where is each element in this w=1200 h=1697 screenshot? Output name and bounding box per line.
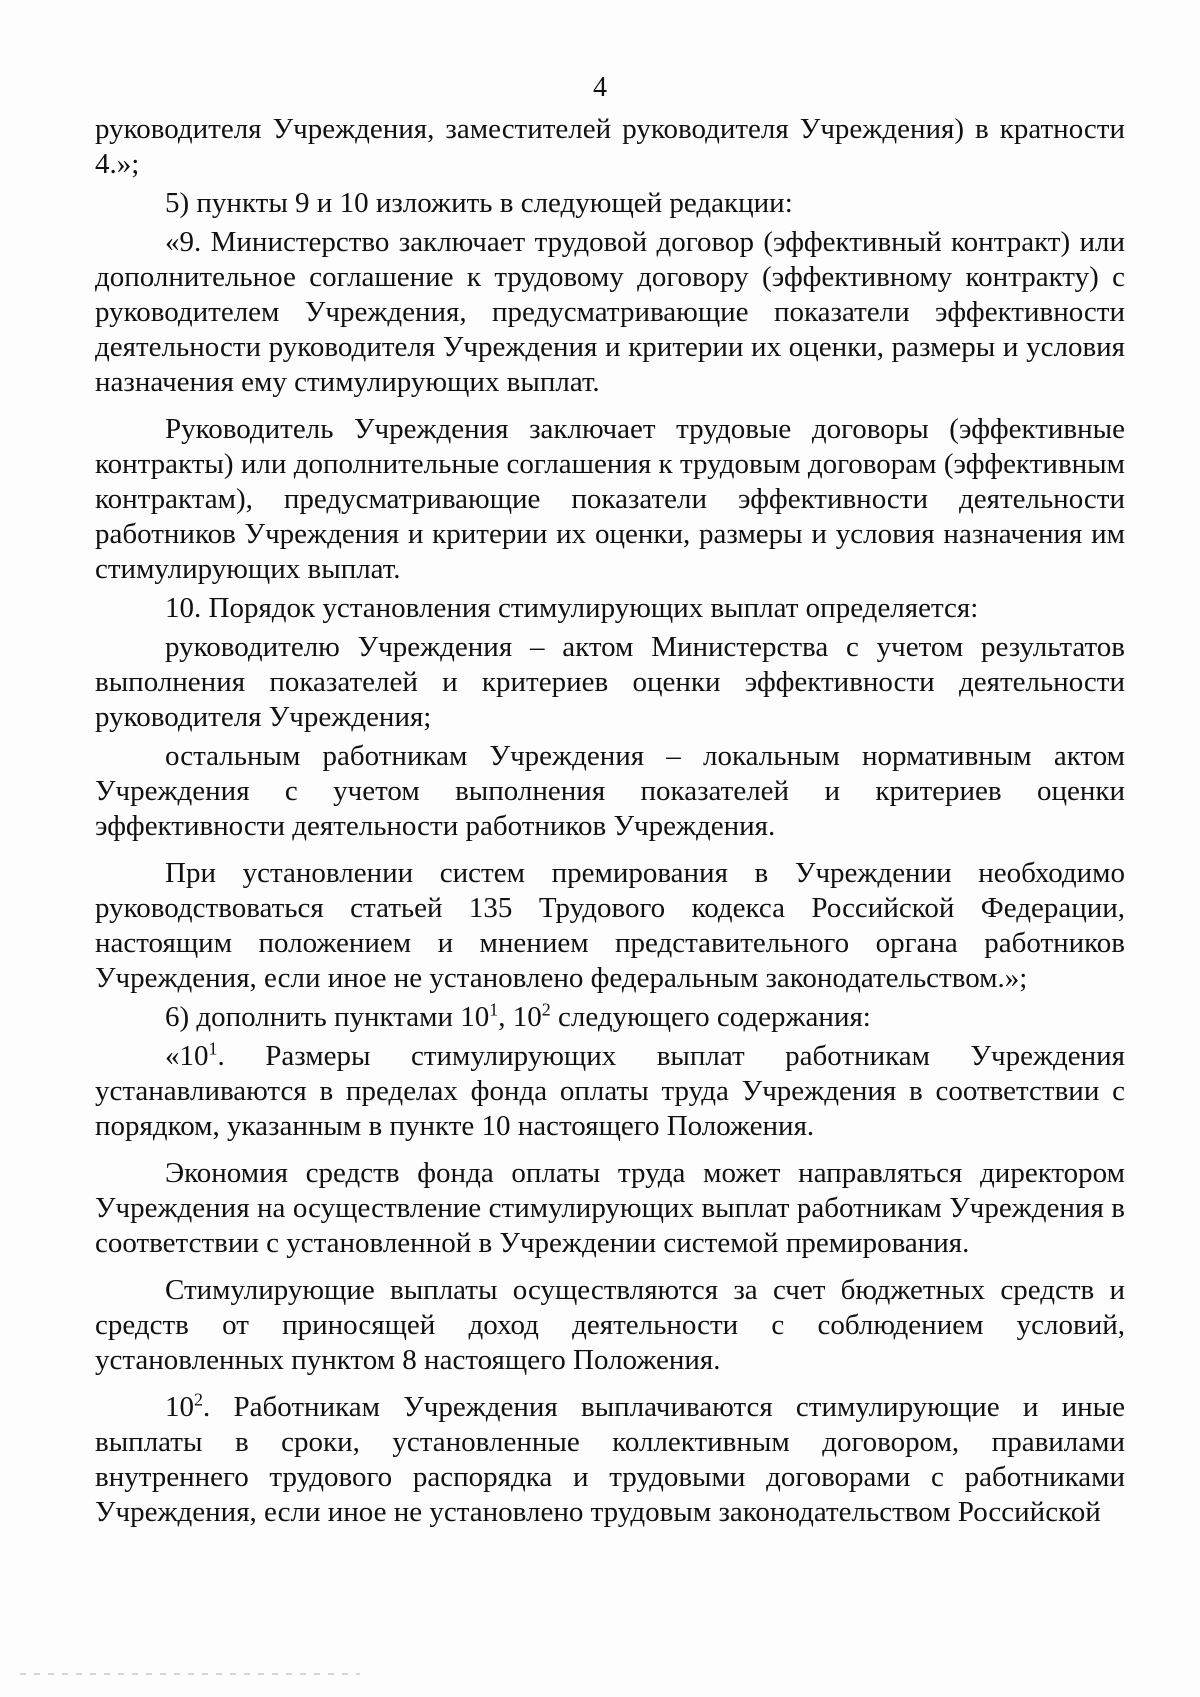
paragraph-item-5: 5) пункты 9 и 10 изложить в следующей редакции: (165, 187, 793, 219)
paragraph-item-6 (95, 1000, 1125, 1035)
point-10-1-text: . Размеры стимулирующих выплат работникам Учреждения устанавливаются в пределах фонда оплаты труда Учреждения в соответствии с порядком, указанным в пункте 10 настоящего Положения. (95, 1040, 1125, 1142)
paragraph-payment-sources: Стимулирующие выплаты осуществляются за счет бюджетных средств и средств от приносящей доход деятельности с соблюдением условий, установленных пунктом 8 настоящего Положения. (95, 1274, 1125, 1376)
paragraph-to-other-staff: остальным работникам Учреждения – локальным нормативным актом Учреждения с учетом выполнения показателей и критериев оценки эффективности деятельности работников Учреждения. (95, 740, 1125, 842)
scan-artifact (20, 1673, 360, 1675)
item-6-sup-1: 1 (489, 999, 499, 1020)
paragraph-point-9: «9. Министерство заключает трудовой договор (эффективный контракт) или дополнительное соглашение к трудовому договору (эффективному контракту) с руководителем Учреждения, предусматривающие показатели эффективности деятельности руководителя Учреждения и критерии их оценки, размеры и условия назначения ему стимулирующих выплат. (95, 226, 1125, 398)
point-10-1-sup: 1 (208, 1038, 218, 1059)
paragraph-head-contracts: Руководитель Учреждения заключает трудовые договоры (эффективные контракты) или дополнительные соглашения к трудовым договорам (эффективным контрактам), предусматривающие показатели эффективности деятельности работников Учреждения и критерии их оценки, размеры и условия назначения им стимулирующих выплат. (95, 413, 1125, 585)
paragraph-to-head: руководителю Учреждения – актом Министерства с учетом результатов выполнения показателей и критериев оценки эффективности деятельности руководителя Учреждения; (95, 631, 1125, 733)
point-10-1-prefix: «10 (165, 1040, 209, 1072)
paragraph-fund-savings: Экономия средств фонда оплаты труда может направляться директором Учреждения на осуществление стимулирующих выплат работникам Учреждения в соответствии с установленной в Учреждении системой премирования. (95, 1157, 1125, 1259)
paragraph-point-10: 10. Порядок установления стимулирующих выплат определяется: (165, 592, 979, 624)
paragraph-point-10-1 (95, 1039, 1125, 1144)
item-6-sup-2: 2 (541, 999, 551, 1020)
item-6-prefix: 6) дополнить пунктами 10 (165, 1001, 490, 1033)
page-number: 4 (593, 72, 607, 103)
paragraph-bonus-systems: При установлении систем премирования в Учреждении необходимо руководствоваться статьей 135 Трудового кодекса Российской Федерации, настоящим положением и мнением представительного органа работников Учреждения, если иное не установлено федеральным законодательством.»; (95, 857, 1125, 994)
paragraph-continuation: руководителя Учреждения, заместителей руководителя Учреждения) в кратности 4.»; (95, 113, 1125, 180)
item-6-suffix: следующего содержания: (550, 1001, 871, 1033)
point-10-2-text: . Работникам Учреждения выплачиваются стимулирующие и иные выплаты в сроки, установленные коллективным договором, правилами внутреннего трудового распорядка и трудовыми договорами с работниками Учреждения, если иное не установлено трудовым законодательством Российской (95, 1391, 1125, 1528)
item-6-mid: , 10 (498, 1001, 542, 1033)
document-body (95, 112, 1125, 1534)
point-10-2-sup: 2 (194, 1389, 203, 1410)
point-10-2-prefix: 10 (165, 1391, 194, 1423)
paragraph-point-10-2 (95, 1390, 1125, 1530)
